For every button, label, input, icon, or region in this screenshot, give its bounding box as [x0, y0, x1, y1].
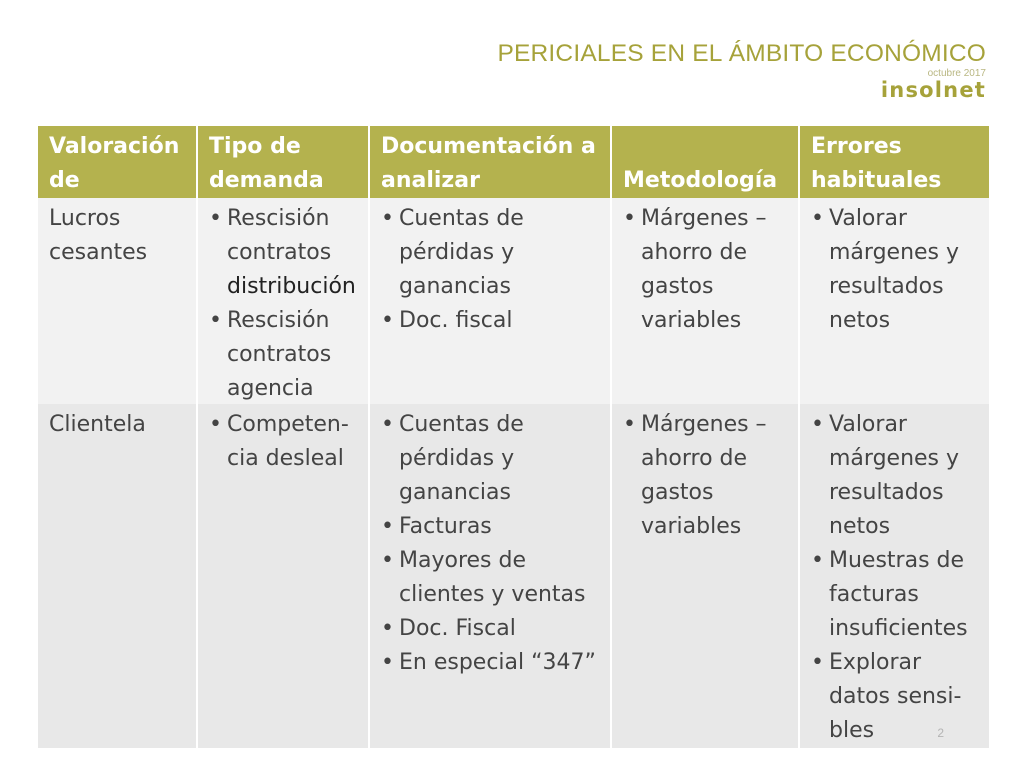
row1-valoracion: Lucros cesantes: [38, 198, 196, 404]
row1-metodologia: [612, 198, 798, 404]
list-item: • Doc. Fiscal: [381, 612, 602, 646]
page-number: 2: [937, 726, 944, 740]
list-item: • Competen-cia desleal: [209, 408, 360, 476]
row1-errores: [800, 198, 989, 404]
insolnet-logo: insolnet: [880, 78, 986, 102]
list-item: • Mayores de clientes y ventas: [381, 544, 602, 612]
slide-title: PERICIALES EN EL ÁMBITO ECONÓMICO: [497, 40, 986, 67]
list-item: • Muestras de facturas insuficientes: [811, 544, 981, 646]
header-tipo-demanda: Tipo de demanda: [198, 126, 368, 198]
list-item: • Cuentas de pérdidas y ganancias: [381, 408, 602, 510]
row2-tipo: [198, 404, 368, 748]
list-item: • Doc. fiscal: [381, 304, 602, 338]
list-item: • En especial “347”: [381, 646, 602, 680]
row2-metodologia: [612, 404, 798, 748]
list-item: • Márgenes – ahorro de gastos variables: [623, 408, 790, 544]
list-item: • Valorar márgenes y resultados netos: [811, 202, 981, 338]
header-valoracion: Valoración de: [38, 126, 196, 198]
list-item: • Facturas: [381, 510, 602, 544]
slide-date: octubre 2017: [927, 68, 986, 79]
row2-documentacion: [370, 404, 610, 748]
list-item: • Rescisión contratos agencia: [209, 304, 360, 406]
row1-tipo: [198, 198, 368, 404]
header-documentacion: Documentación a analizar: [370, 126, 610, 198]
list-item: • Cuentas de pérdidas y ganancias: [381, 202, 602, 304]
valuation-table: [38, 126, 987, 746]
header-metodologia: Metodología: [612, 126, 798, 198]
list-item: • Explorar datos sensi-bles: [811, 646, 981, 748]
row1-documentacion: [370, 198, 610, 404]
list-item: • Valorar márgenes y resultados netos: [811, 408, 981, 544]
row2-errores: [800, 404, 989, 748]
header-errores: Errores habituales: [800, 126, 989, 198]
row2-valoracion: Clientela: [38, 404, 196, 748]
list-item: • Márgenes – ahorro de gastos variables: [623, 202, 790, 338]
list-item: • Rescisión contratos distribución: [209, 202, 360, 304]
